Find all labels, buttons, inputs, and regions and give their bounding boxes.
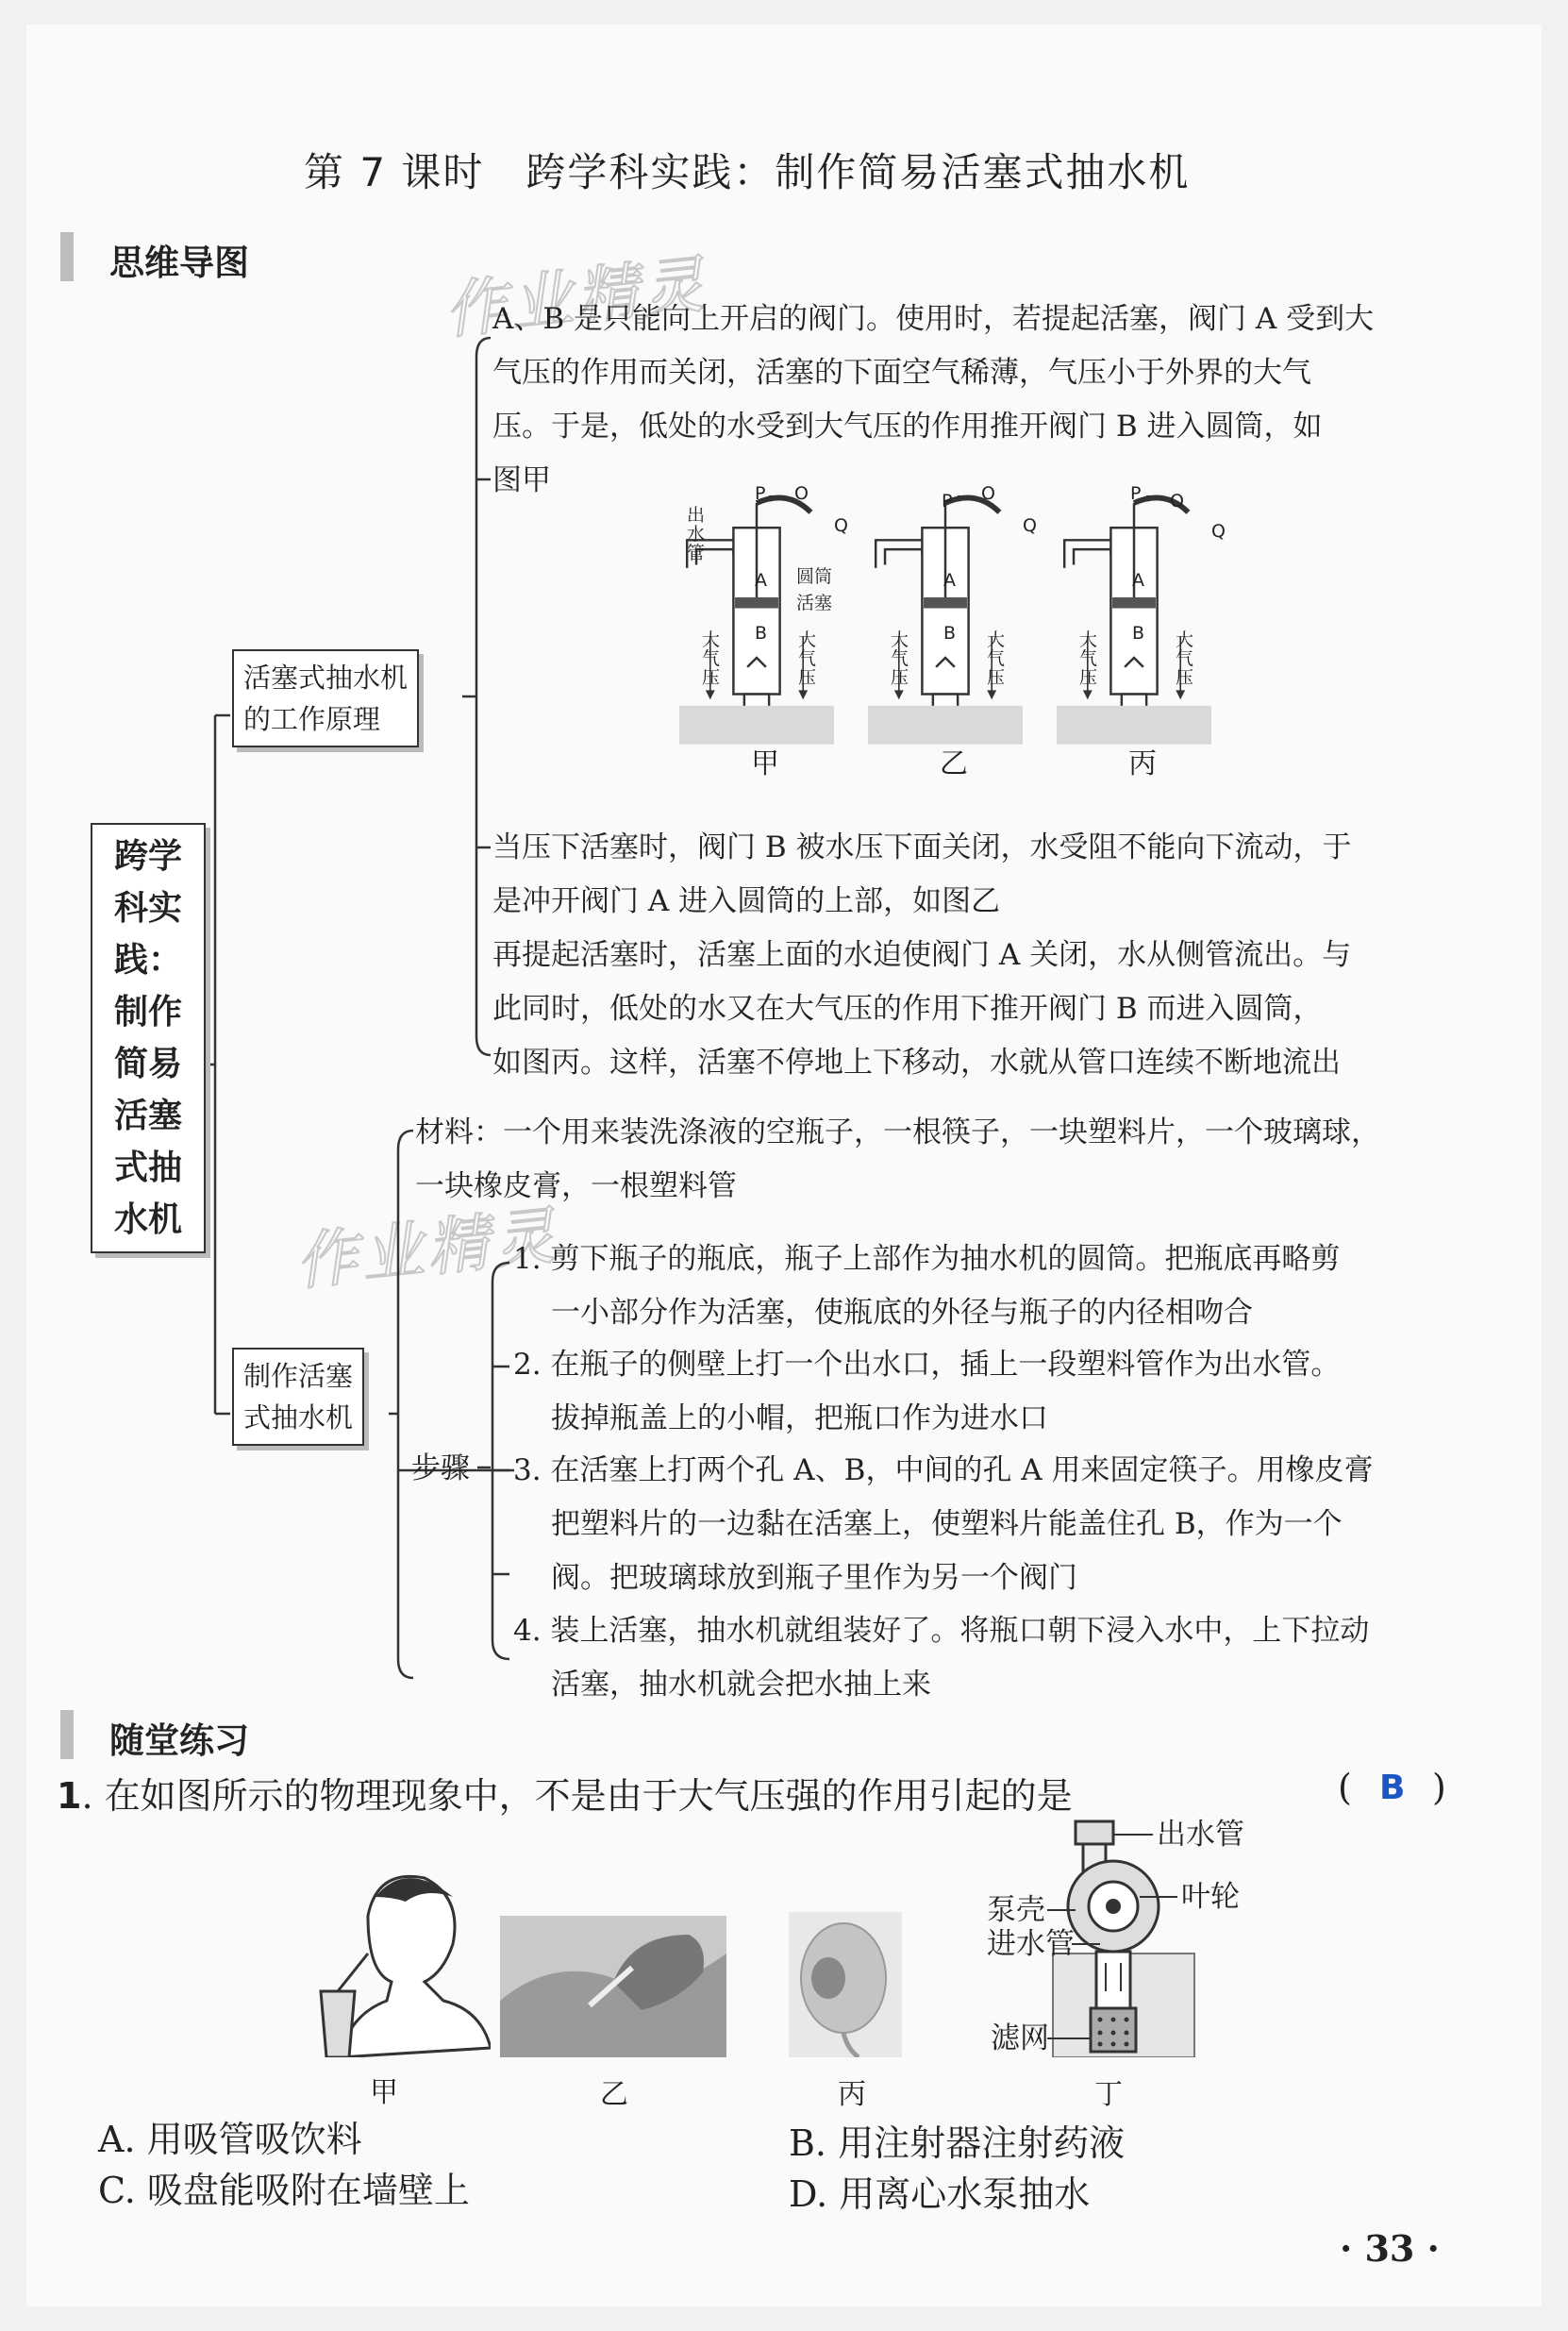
page-number: · 33 · — [1340, 2227, 1440, 2270]
figure-caption: 丙 — [1128, 747, 1157, 780]
label-pump-outlet: 出水管 — [1157, 1818, 1244, 1852]
steps-label: 步骤 — [411, 1451, 470, 1485]
section-title-practice: 随堂练习 — [109, 1720, 249, 1761]
label-valve-b: B — [1132, 623, 1145, 644]
watermark: 作业精灵 — [441, 247, 711, 348]
image-caption: 丙 — [838, 2078, 866, 2111]
label-o: O — [1170, 491, 1184, 511]
answer-value: B — [1379, 1769, 1406, 1807]
text-line: 当压下活塞时，阀门 B 被水压下面关闭，水受阻不能向下流动，于 — [492, 830, 1352, 864]
root-line: 制作 — [113, 993, 182, 1031]
label-pump-inlet: 进水管 — [987, 1927, 1075, 1961]
root-line: 式抽 — [113, 1149, 182, 1187]
text-line: 图甲 — [492, 463, 551, 497]
option-b: B. 用注射器注射药液 — [789, 2122, 1126, 2164]
text-line: 如图丙。这样，活塞不停地上下移动，水就从管口连续不断地流出 — [492, 1046, 1341, 1080]
text-line: 是冲开阀门 A 进入圆筒的上部，如图乙 — [492, 884, 1001, 918]
figure-caption: 乙 — [940, 747, 968, 780]
label-impeller: 叶轮 — [1181, 1880, 1240, 1914]
image-caption: 甲 — [370, 2076, 398, 2109]
option-c: C. 吸盘能吸附在墙壁上 — [98, 2170, 470, 2211]
section-title-mindmap: 思维导图 — [109, 243, 249, 283]
root-line: 简易 — [113, 1045, 182, 1083]
watermark: 作业精灵 — [292, 1199, 562, 1300]
text-line: 拔掉瓶盖上的小帽，把瓶口作为进水口 — [551, 1401, 1048, 1435]
label-valve-a: A — [943, 570, 956, 591]
label-air-pressure: 大气压 — [1079, 629, 1098, 688]
question-text: . 在如图所示的物理现象中，不是由于大气压强的作用引起的是 — [81, 1775, 1073, 1817]
text-line: 4. 装上活塞，抽水机就组装好了。将瓶口朝下浸入水中，上下拉动 — [513, 1614, 1370, 1648]
label-air-pressure: 大气压 — [891, 629, 909, 688]
text-line: 此同时，低处的水又在大气压的作用下推开阀门 B 而进入圆筒， — [492, 992, 1323, 1026]
text-line: 一小部分作为活塞，使瓶底的外径与瓶子的内径相吻合 — [551, 1296, 1253, 1330]
label-piston: 活塞 — [796, 593, 833, 613]
label-cylinder: 圆筒 — [796, 566, 833, 587]
label-air-pressure: 大气压 — [702, 629, 721, 688]
page-title: 第 7 课时 跨学科实践：制作简易活塞式抽水机 — [304, 149, 1191, 195]
root-line: 水机 — [113, 1200, 182, 1239]
text-line: 阀。把玻璃球放到瓶子里作为另一个阀门 — [551, 1561, 1077, 1595]
label-q: Q — [834, 515, 848, 536]
text-line: 活塞，抽水机就会把水抽上来 — [551, 1668, 931, 1702]
text-line: A、B 是只能向上开启的阀门。使用时，若提起活塞，阀门 A 受到大 — [492, 302, 1375, 336]
image-caption: 丁 — [1094, 2078, 1123, 2111]
root-line: 跨学 — [113, 837, 182, 876]
label-air-pressure: 大气压 — [798, 629, 817, 688]
question-number: 1 — [57, 1775, 82, 1817]
label-valve-a: A — [755, 570, 767, 591]
text-line: 材料：一个用来装洗涤液的空瓶子，一根筷子，一块塑料片，一个玻璃球， — [415, 1115, 1380, 1149]
text-line: 3. 在活塞上打两个孔 A、B，中间的孔 A 用来固定筷子。用橡皮膏 — [513, 1453, 1374, 1487]
label-filter: 滤网 — [991, 2021, 1049, 2055]
label-o: O — [794, 483, 809, 504]
text-line: 一块橡皮膏，一根塑料管 — [415, 1169, 737, 1203]
image-caption: 乙 — [600, 2078, 628, 2111]
label-q: Q — [1023, 515, 1037, 536]
text-line: 气压的作用而关闭，活塞的下面空气稀薄，气压小于外界的大气 — [492, 356, 1311, 390]
text-line: 2. 在瓶子的侧壁上打一个出水口，插上一段塑料管作为出水管。 — [513, 1348, 1341, 1382]
text-line: 再提起活塞时，活塞上面的水迫使阀门 A 关闭，水从侧管流出。与 — [492, 938, 1352, 972]
branch-label-line: 式抽水机 — [243, 1401, 354, 1434]
branch-label-line: 活塞式抽水机 — [243, 662, 409, 694]
label-p: P — [942, 491, 953, 511]
branch-label-line: 的工作原理 — [243, 703, 381, 735]
option-d: D. 用离心水泵抽水 — [789, 2173, 1091, 2215]
label-valve-b: B — [943, 623, 957, 644]
label-valve-a: A — [1132, 570, 1144, 591]
root-line: 践： — [113, 941, 182, 980]
label-p: P — [1130, 483, 1142, 504]
text-line: 压。于是，低处的水受到大气压的作用推开阀门 B 进入圆筒，如 — [492, 410, 1323, 444]
label-air-pressure: 大气压 — [1176, 629, 1194, 688]
root-line: 科实 — [113, 889, 182, 928]
label-outlet-pipe: 出水管 — [687, 505, 706, 563]
label-air-pressure: 大气压 — [987, 629, 1006, 688]
figure-caption: 甲 — [751, 747, 779, 780]
label-o: O — [981, 483, 995, 504]
label-casing: 泵壳 — [987, 1893, 1045, 1927]
answer-paren-left: ( — [1338, 1767, 1352, 1808]
root-line: 活塞 — [113, 1097, 182, 1135]
option-a: A. 用吸管吸饮料 — [98, 2119, 362, 2160]
label-p: P — [755, 483, 766, 504]
text-line: 1. 剪下瓶子的瓶底，瓶子上部作为抽水机的圆筒。把瓶底再略剪 — [513, 1242, 1341, 1276]
answer-paren-right: ) — [1432, 1767, 1446, 1808]
text-line: 把塑料片的一边黏在活塞上，使塑料片能盖住孔 B，作为一个 — [551, 1507, 1343, 1541]
label-q: Q — [1211, 521, 1226, 542]
label-valve-b: B — [755, 623, 768, 644]
branch-label-line: 制作活塞 — [243, 1360, 354, 1392]
